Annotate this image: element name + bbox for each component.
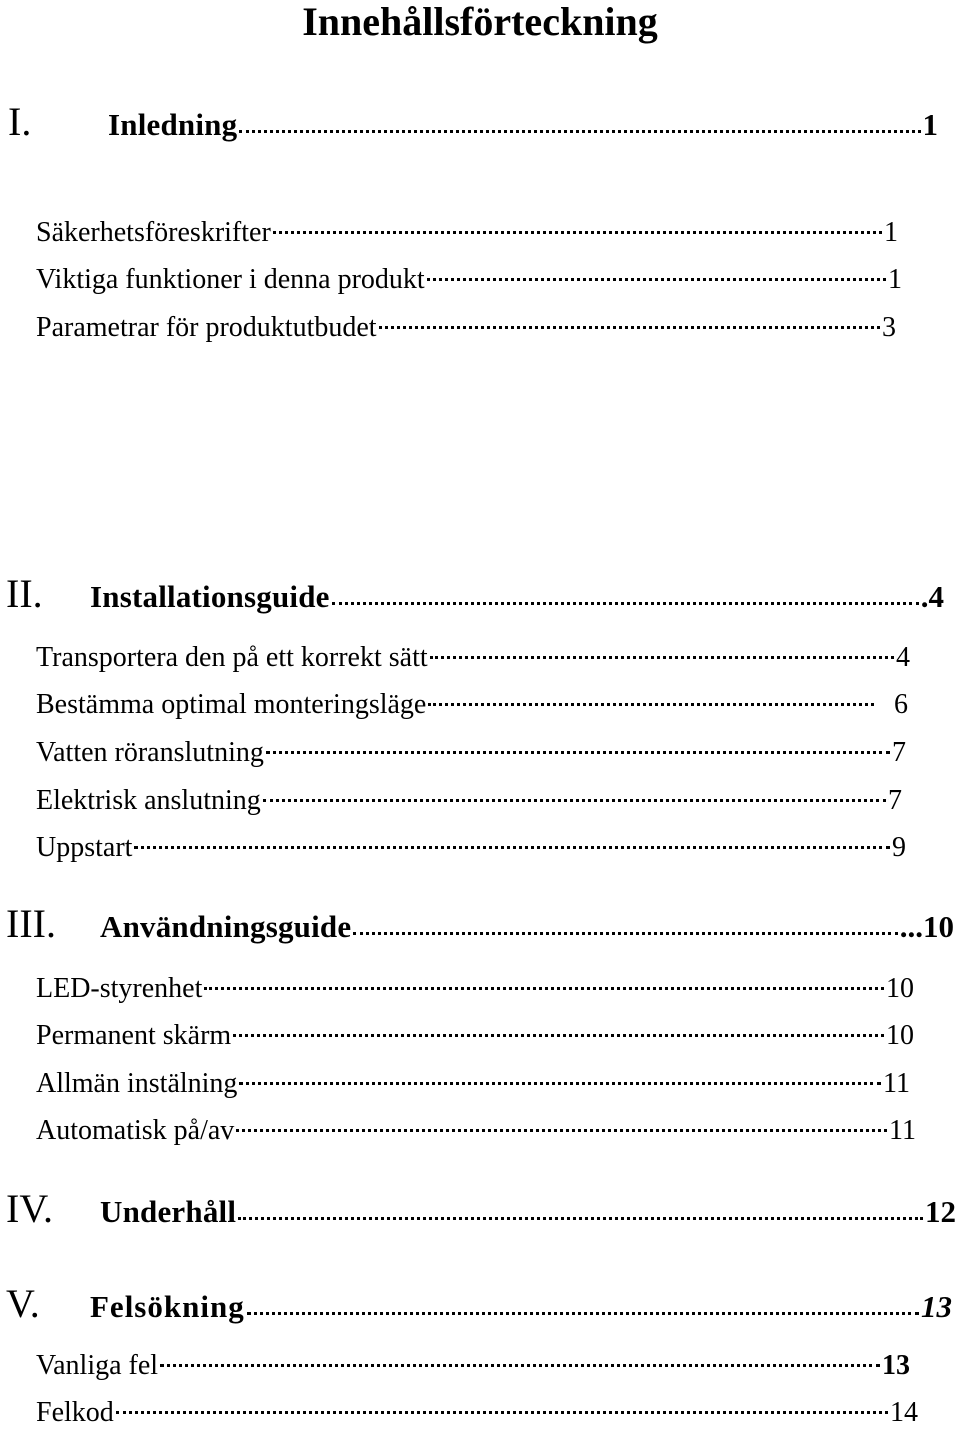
- item-label: Säkerhetsföreskrifter: [36, 217, 271, 248]
- toc-item: [36, 312, 896, 344]
- toc-item: [36, 689, 908, 721]
- toc-item: [36, 973, 914, 1005]
- dot-leader: [233, 1034, 884, 1037]
- dot-leader: [266, 751, 890, 754]
- item-label: Felkod: [36, 1397, 114, 1428]
- item-page: 1: [884, 217, 898, 248]
- item-page: 10: [886, 973, 914, 1004]
- dot-leader: [247, 1312, 919, 1315]
- toc-item: [36, 1350, 910, 1382]
- toc-section-1: [8, 98, 938, 145]
- toc-item: [36, 1115, 916, 1147]
- item-page: 14: [890, 1397, 918, 1428]
- dot-leader: [239, 130, 920, 133]
- item-page: 9: [892, 832, 906, 863]
- toc-item: [36, 1068, 910, 1100]
- toc-item: [36, 1397, 918, 1429]
- item-page: 6: [894, 689, 908, 720]
- page-title: Innehållsförteckning: [302, 0, 658, 44]
- dot-leader: [332, 602, 919, 605]
- dot-leader: [236, 1129, 887, 1132]
- dot-leader: [428, 703, 874, 706]
- toc-section-4: [6, 1185, 956, 1232]
- toc-item: [36, 737, 906, 769]
- item-label: Vanliga fel: [36, 1350, 159, 1381]
- section-title: Inledning: [108, 107, 238, 142]
- item-label: Transportera den på ett korrekt sätt: [36, 642, 428, 673]
- item-label: Allmän instälning: [36, 1068, 238, 1099]
- section-title: Felsökning: [90, 1289, 245, 1324]
- toc-item: [36, 264, 902, 296]
- item-page: 1: [888, 264, 902, 295]
- toc-item: [36, 785, 902, 817]
- dot-leader: [273, 231, 882, 234]
- toc-item: [36, 217, 898, 249]
- toc-section-5: [6, 1280, 952, 1327]
- item-page: 4: [896, 642, 910, 673]
- dot-leader: [353, 932, 897, 935]
- dot-leader: [239, 1082, 881, 1085]
- item-label: Automatisk på/av: [36, 1115, 235, 1146]
- section-number: I.: [8, 99, 32, 144]
- item-page: 11: [889, 1115, 916, 1146]
- item-label: Elektrisk anslutning: [36, 785, 261, 816]
- item-label: Viktiga funktioner i denna produkt: [36, 264, 425, 295]
- section-page: ...10: [899, 909, 954, 944]
- section-title: Underhåll: [100, 1194, 237, 1229]
- toc-item: [36, 1020, 914, 1052]
- section-number: V.: [6, 1281, 40, 1326]
- item-page: 7: [892, 737, 906, 768]
- section-page: 1: [922, 107, 938, 142]
- item-page: 7: [888, 785, 902, 816]
- item-label: Parametrar för produktutbudet: [36, 312, 377, 343]
- toc-item: [36, 832, 906, 864]
- dot-leader: [427, 278, 886, 281]
- item-page: 11: [883, 1068, 910, 1099]
- toc-item: [36, 642, 910, 674]
- section-title: Användningsguide: [100, 909, 352, 944]
- item-page: 3: [882, 312, 896, 343]
- section-page: 13: [921, 1289, 952, 1324]
- item-label: LED-styrenhet: [36, 973, 203, 1004]
- section-number: III.: [6, 901, 56, 946]
- dot-leader: [379, 326, 880, 329]
- dot-leader: [204, 987, 884, 990]
- section-page: .4: [920, 579, 944, 614]
- dot-leader: [430, 656, 894, 659]
- toc-section-2: [6, 570, 944, 617]
- dot-leader: [116, 1411, 888, 1414]
- section-number: IV.: [6, 1186, 54, 1231]
- item-label: Permanent skärm: [36, 1020, 232, 1051]
- toc-section-3: [6, 900, 954, 947]
- item-page: 13: [882, 1350, 910, 1381]
- item-label: Bestämma optimal monteringsläge: [36, 689, 427, 720]
- section-title: Installationsguide: [90, 579, 330, 614]
- dot-leader: [238, 1217, 923, 1220]
- item-label: Uppstart: [36, 832, 133, 863]
- item-page: 10: [886, 1020, 914, 1051]
- section-number: II.: [6, 571, 43, 616]
- dot-leader: [263, 799, 886, 802]
- dot-leader: [160, 1364, 880, 1367]
- section-page: 12: [925, 1194, 956, 1229]
- dot-leader: [134, 846, 890, 849]
- item-label: Vatten röranslutning: [36, 737, 264, 768]
